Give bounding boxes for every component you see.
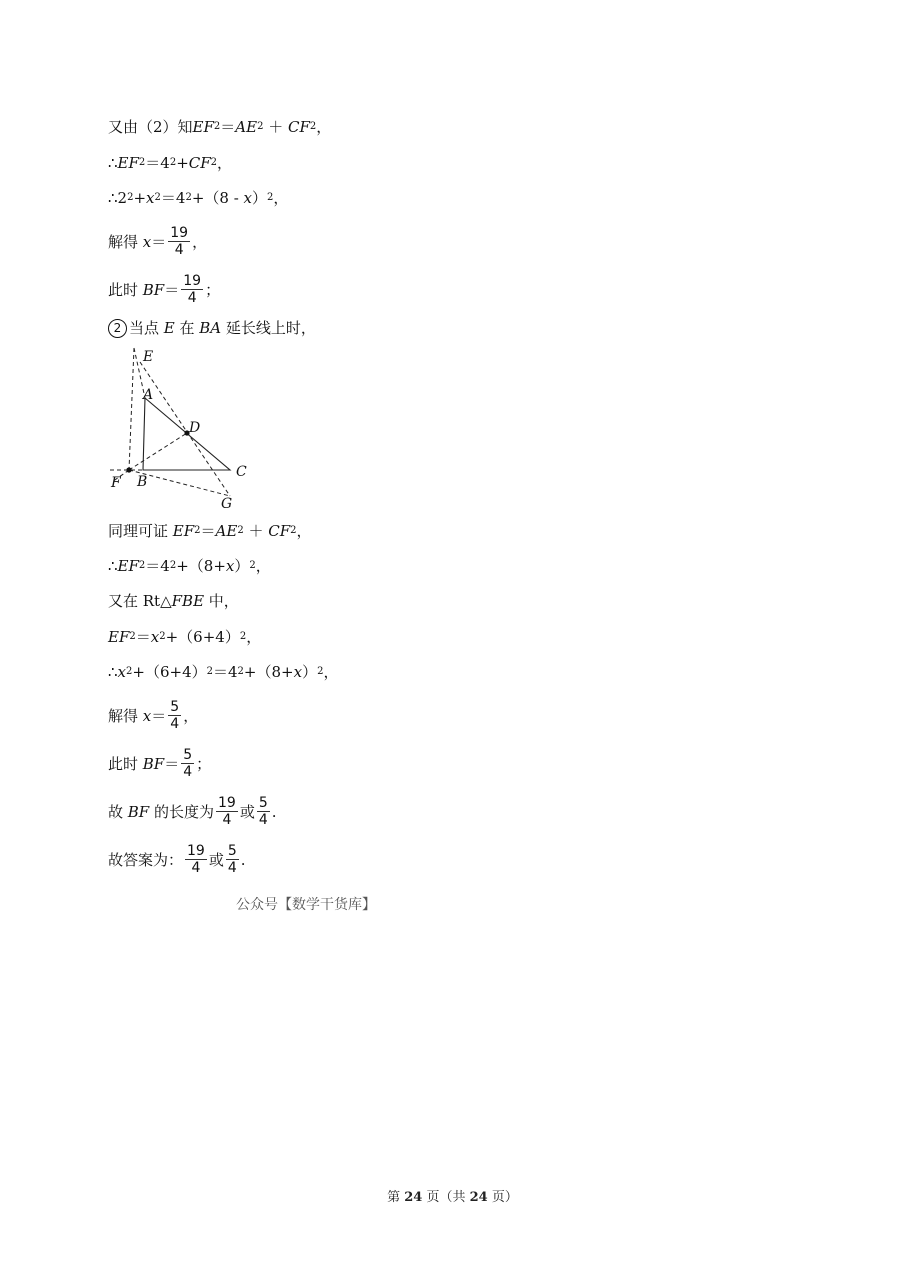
text: BA — [199, 319, 222, 337]
numerator: 5 — [258, 795, 268, 811]
numerator: 19 — [218, 795, 236, 811]
text: x — [243, 189, 252, 207]
footer-text: 页（共 — [422, 1190, 470, 1205]
text: ＋ — [243, 522, 269, 540]
text: ， — [273, 189, 289, 207]
line-3: ∴2 2 + x 2 ＝4 2 +（8 - x ） 2 ， — [108, 189, 289, 207]
text: ； — [205, 280, 221, 299]
line-13 — [108, 747, 211, 780]
text: . — [240, 850, 246, 869]
text: BF — [127, 802, 150, 821]
line-4 — [108, 225, 207, 258]
denominator: 4 — [258, 812, 268, 828]
line-12 — [108, 699, 198, 732]
text: ） — [252, 189, 268, 207]
text: BF — [142, 754, 165, 773]
fraction — [185, 843, 207, 876]
text: x — [293, 663, 303, 681]
fraction — [168, 225, 190, 258]
text: 中， — [204, 592, 239, 610]
text: ） — [302, 663, 318, 681]
line-1: 又由（2）知 EF 2 ＝ AE 2 ＋ CF 2 ， — [108, 118, 332, 136]
denominator: 4 — [170, 716, 180, 732]
text: 又由（2）知 — [108, 118, 193, 136]
fraction — [257, 795, 270, 828]
text: ， — [183, 706, 199, 725]
line-2: ∴ EF 2 ＝4 2 + CF 2 ， — [108, 154, 233, 172]
numerator: 5 — [183, 747, 193, 763]
label-e: E — [143, 349, 154, 365]
text: +（6+4） — [165, 628, 240, 646]
text: CF — [188, 154, 211, 172]
fraction — [226, 843, 239, 876]
text: 同理可证 — [108, 522, 173, 540]
text: EF — [172, 522, 195, 540]
fraction — [168, 699, 181, 732]
text: ， — [316, 118, 332, 136]
line-8: ∴ EF 2 ＝4 2 +（8+ x ） 2 ， — [108, 557, 271, 575]
denominator: 4 — [222, 812, 232, 828]
label-c: C — [236, 464, 247, 480]
denominator: 4 — [183, 764, 193, 780]
fraction — [181, 747, 194, 780]
text: ∴2 — [108, 189, 128, 207]
text: x — [146, 189, 155, 207]
point-f — [126, 467, 131, 472]
denominator: 4 — [174, 242, 184, 258]
text: ＝4 — [160, 189, 186, 207]
text: 解得 — [108, 706, 143, 725]
text: + — [133, 189, 147, 207]
line-7: 同理可证 EF 2 ＝ AE 2 ＋ CF 2 ， — [108, 522, 312, 540]
text: ， — [255, 557, 271, 575]
line-15 — [108, 843, 246, 876]
line-6 — [108, 318, 316, 338]
text: ， — [192, 232, 208, 251]
text: BF — [142, 280, 165, 299]
line-9 — [108, 591, 239, 611]
text: x — [150, 628, 160, 646]
circled-number: 2 — [108, 319, 127, 338]
text: 此时 — [108, 754, 143, 773]
text: 解得 — [108, 232, 143, 251]
text: 此时 — [108, 280, 143, 299]
page-footer — [0, 1186, 905, 1205]
denominator: 4 — [191, 860, 201, 876]
numerator: 19 — [183, 273, 202, 289]
label-d: D — [189, 420, 201, 436]
text: 当点 — [129, 319, 164, 337]
text: ∴ — [108, 663, 118, 681]
text: +（6+4） — [132, 663, 207, 681]
text: EF — [108, 628, 130, 646]
text: ＝4 — [145, 154, 170, 172]
numerator: 19 — [187, 843, 205, 859]
text: 或 — [239, 802, 255, 821]
text: E — [163, 319, 175, 337]
text: +（8 - — [191, 189, 244, 207]
denominator: 4 — [227, 860, 237, 876]
text: +（8+ — [176, 557, 226, 575]
line-11: ∴ x 2 +（6+4） 2 ＝4 2 +（8+ x ） 2 ， — [108, 663, 339, 681]
text: ＝4 — [145, 557, 170, 575]
text: AE — [215, 522, 238, 540]
text: CF — [268, 522, 291, 540]
text: 故 — [108, 802, 128, 821]
text: x — [225, 557, 235, 575]
text: ＝ — [200, 522, 216, 540]
text: ＝ — [164, 280, 180, 299]
page-number: 24 — [404, 1190, 423, 1205]
label-a: A — [143, 387, 154, 403]
text: ∴ — [108, 154, 118, 172]
text: 延长线上时， — [221, 319, 316, 337]
line-f-d — [129, 433, 187, 470]
line-5 — [108, 273, 220, 306]
text: ， — [323, 663, 339, 681]
fraction — [216, 795, 238, 828]
text: FBE — [171, 592, 205, 610]
watermark: 公众号【数学干货库】 — [236, 897, 376, 913]
geometry-figure — [104, 345, 264, 515]
text: x — [117, 663, 127, 681]
text: 在 — [174, 319, 200, 337]
text: . — [271, 802, 277, 821]
text: AE — [235, 118, 258, 136]
numerator: 19 — [170, 225, 189, 241]
text: x — [142, 706, 152, 725]
line-e-g — [140, 362, 230, 496]
text: EF — [117, 154, 139, 172]
line-10: EF 2 ＝ x 2 +（6+4） 2 ， — [108, 628, 262, 646]
footer-text: 页） — [487, 1190, 518, 1205]
text: ＝ — [164, 754, 180, 773]
label-f: F — [111, 475, 121, 491]
text: 或 — [208, 850, 224, 869]
label-g: G — [221, 496, 233, 512]
text: ； — [196, 754, 212, 773]
text: ， — [296, 522, 312, 540]
numerator: 5 — [227, 843, 237, 859]
text: ＝ — [151, 232, 167, 251]
text: 故答案为： — [108, 850, 184, 869]
text: + — [176, 154, 189, 172]
line-e-f — [129, 348, 134, 470]
text: CF — [288, 118, 310, 136]
text: EF — [117, 557, 139, 575]
text: x — [142, 232, 152, 251]
text: ＝ — [135, 628, 151, 646]
text: EF — [192, 118, 214, 136]
label-b: B — [137, 474, 148, 490]
text: ， — [217, 154, 233, 172]
page-total: 24 — [469, 1190, 488, 1205]
text: +（8+ — [243, 663, 294, 681]
text: ＝4 — [213, 663, 238, 681]
text: ， — [246, 628, 262, 646]
fraction — [181, 273, 203, 306]
text: ∴ — [108, 557, 118, 575]
text: ） — [234, 557, 250, 575]
footer-text: 第 — [387, 1190, 405, 1205]
text: ＝ — [220, 118, 236, 136]
line-14 — [108, 795, 277, 828]
text: 的长度为 — [149, 802, 214, 821]
text: 又在 Rt△ — [108, 592, 172, 610]
denominator: 4 — [187, 290, 197, 306]
text: ＋ — [263, 118, 289, 136]
text: ＝ — [151, 706, 167, 725]
numerator: 5 — [170, 699, 180, 715]
